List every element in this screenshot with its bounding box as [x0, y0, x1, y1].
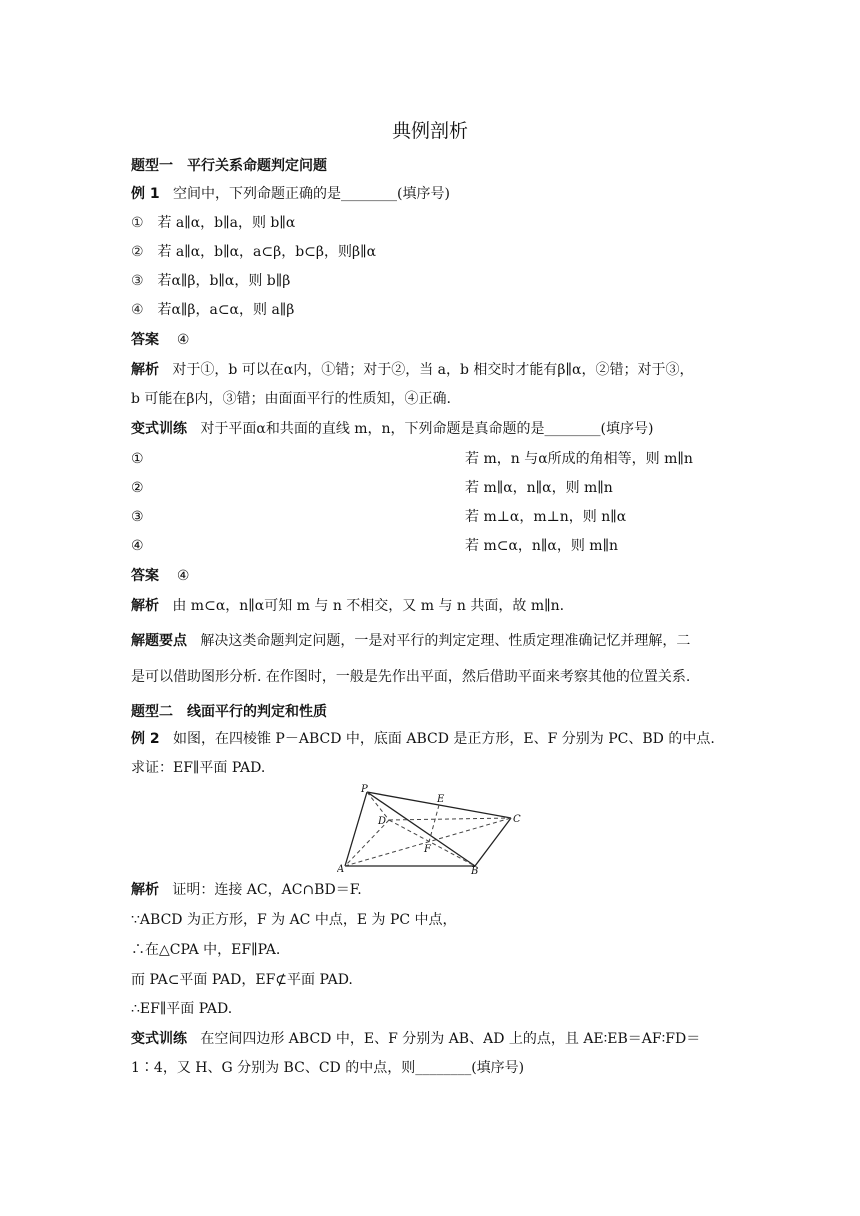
example1-option — [131, 242, 376, 262]
answer-value: ④ — [176, 568, 190, 584]
variant1-option-number: ① — [131, 451, 144, 467]
example2-proof-line3: ∴在△CPA 中，EF∥PA. — [131, 942, 281, 958]
variant-label: 变式训练 — [131, 421, 187, 437]
page-title: 典例剖析 — [391, 120, 468, 142]
answer-label: 答案 — [131, 332, 159, 348]
analysis-label: 解析 — [131, 598, 159, 614]
example2-label: 例 2 — [131, 731, 160, 747]
option-text: 若α∥β，a⊂α，则 a∥β — [157, 302, 295, 318]
option-number: ③ — [131, 273, 144, 289]
example1-option — [131, 300, 294, 320]
section1-heading: 题型一 平行关系命题判定问题 — [131, 158, 327, 174]
segment-EF — [429, 805, 439, 842]
variant1-option-text: 若 m∥α，n∥α，则 m∥n — [465, 480, 613, 496]
example2-proof-line4: 而 PA⊂平面 PAD，EF⊄平面 PAD. — [131, 972, 353, 988]
analysis-label: 解析 — [131, 882, 159, 898]
keypoints-label: 解题要点 — [131, 633, 187, 649]
edge-PB — [367, 792, 475, 866]
example1-question — [131, 184, 450, 204]
variant2-question — [131, 1029, 700, 1049]
variant1-answer — [131, 566, 189, 586]
example1-option — [131, 271, 290, 291]
label-F: F — [424, 844, 431, 855]
example2-question-line2: 求证：EF∥平面 PAD. — [131, 760, 266, 776]
variant1-analysis — [131, 596, 564, 616]
example1-analysis-line2: b 可能在β内，③错；由面面平行的性质知，④正确. — [131, 391, 451, 407]
diagonal-DB — [389, 820, 475, 866]
edge-PA — [345, 792, 367, 866]
example2-question — [131, 729, 715, 749]
variant-label: 变式训练 — [131, 1031, 187, 1047]
pyramid-figure — [337, 784, 527, 876]
section2-heading: 题型二 线面平行的判定和性质 — [131, 704, 327, 720]
proof-text: 证明：连接 AC，AC∩BD＝F. — [172, 882, 362, 898]
variant-text: 在空间四边形 ABCD 中，E、F 分别为 AB、AD 上的点，且 AE∶EB＝AF∶FD＝ — [200, 1031, 701, 1047]
label-P: P — [361, 784, 368, 795]
label-C: C — [513, 814, 521, 825]
label-A: A — [337, 864, 345, 875]
example2-proof-line1 — [131, 880, 362, 900]
keypoints-text: 解决这类命题判定问题，一是对平行的判定定理、性质定理准确记忆并理解，二 — [200, 633, 691, 649]
example2-text: 如图，在四棱锥 P－ABCD 中，底面 ABCD 是正方形，E、F 分别为 PC、BD 的中点. — [172, 731, 715, 747]
example1-analysis — [131, 360, 693, 380]
variant1-option-text: 若 m⊂α，n∥α，则 m∥n — [465, 538, 619, 554]
option-number: ① — [131, 215, 144, 231]
example1-text: 空间中，下列命题正确的是________(填序号) — [172, 186, 450, 202]
analysis-text: 对于①，b 可以在α内，①错；对于②，当 a，b 相交时才能有β∥α，②错；对于③， — [172, 362, 694, 378]
option-text: 若 a∥α，b∥α，a⊂β，b⊂β，则β∥α — [157, 244, 377, 260]
keypoints — [131, 631, 690, 651]
option-number: ④ — [131, 302, 144, 318]
example2-proof-line2: ∵ABCD 为正方形，F 为 AC 中点，E 为 PC 中点， — [131, 912, 457, 928]
label-B: B — [471, 866, 479, 876]
variant2-question-line2: 1∶4，又 H、G 分别为 BC、CD 的中点，则________(填序号) — [131, 1060, 525, 1076]
keypoints-line2: 是可以借助图形分析. 在作图时，一般是先作出平面，然后借助平面来考察其他的位置关系. — [131, 669, 691, 685]
option-text: 若α∥β，b∥α，则 b∥β — [157, 273, 291, 289]
variant1-option-text: 若 m⊥α，m⊥n，则 n∥α — [465, 509, 627, 525]
label-E: E — [437, 794, 445, 805]
variant1-option-text: 若 m，n 与α所成的角相等，则 m∥n — [465, 451, 693, 467]
example1-option — [131, 213, 295, 233]
edge-BC — [475, 818, 511, 866]
variant-text: 对于平面α和共面的直线 m，n，下列命题是真命题的是________(填序号) — [200, 421, 654, 437]
variant1-question — [131, 419, 653, 439]
answer-value: ④ — [176, 332, 190, 348]
variant1-option-number: ③ — [131, 509, 144, 525]
example2-proof-line5: ∴EF∥平面 PAD. — [131, 1001, 233, 1017]
answer-label: 答案 — [131, 568, 159, 584]
example1-label: 例 1 — [131, 186, 160, 202]
variant1-option-number: ④ — [131, 538, 144, 554]
analysis-text: 由 m⊂α，n∥α可知 m 与 n 不相交，又 m 与 n 共面，故 m∥n. — [172, 598, 565, 614]
variant1-option-number: ② — [131, 480, 144, 496]
label-D: D — [378, 816, 387, 827]
analysis-label: 解析 — [131, 362, 159, 378]
option-text: 若 a∥α，b∥a，则 b∥α — [157, 215, 296, 231]
example1-answer — [131, 330, 189, 350]
diagonal-AC — [345, 818, 511, 866]
option-number: ② — [131, 244, 144, 260]
